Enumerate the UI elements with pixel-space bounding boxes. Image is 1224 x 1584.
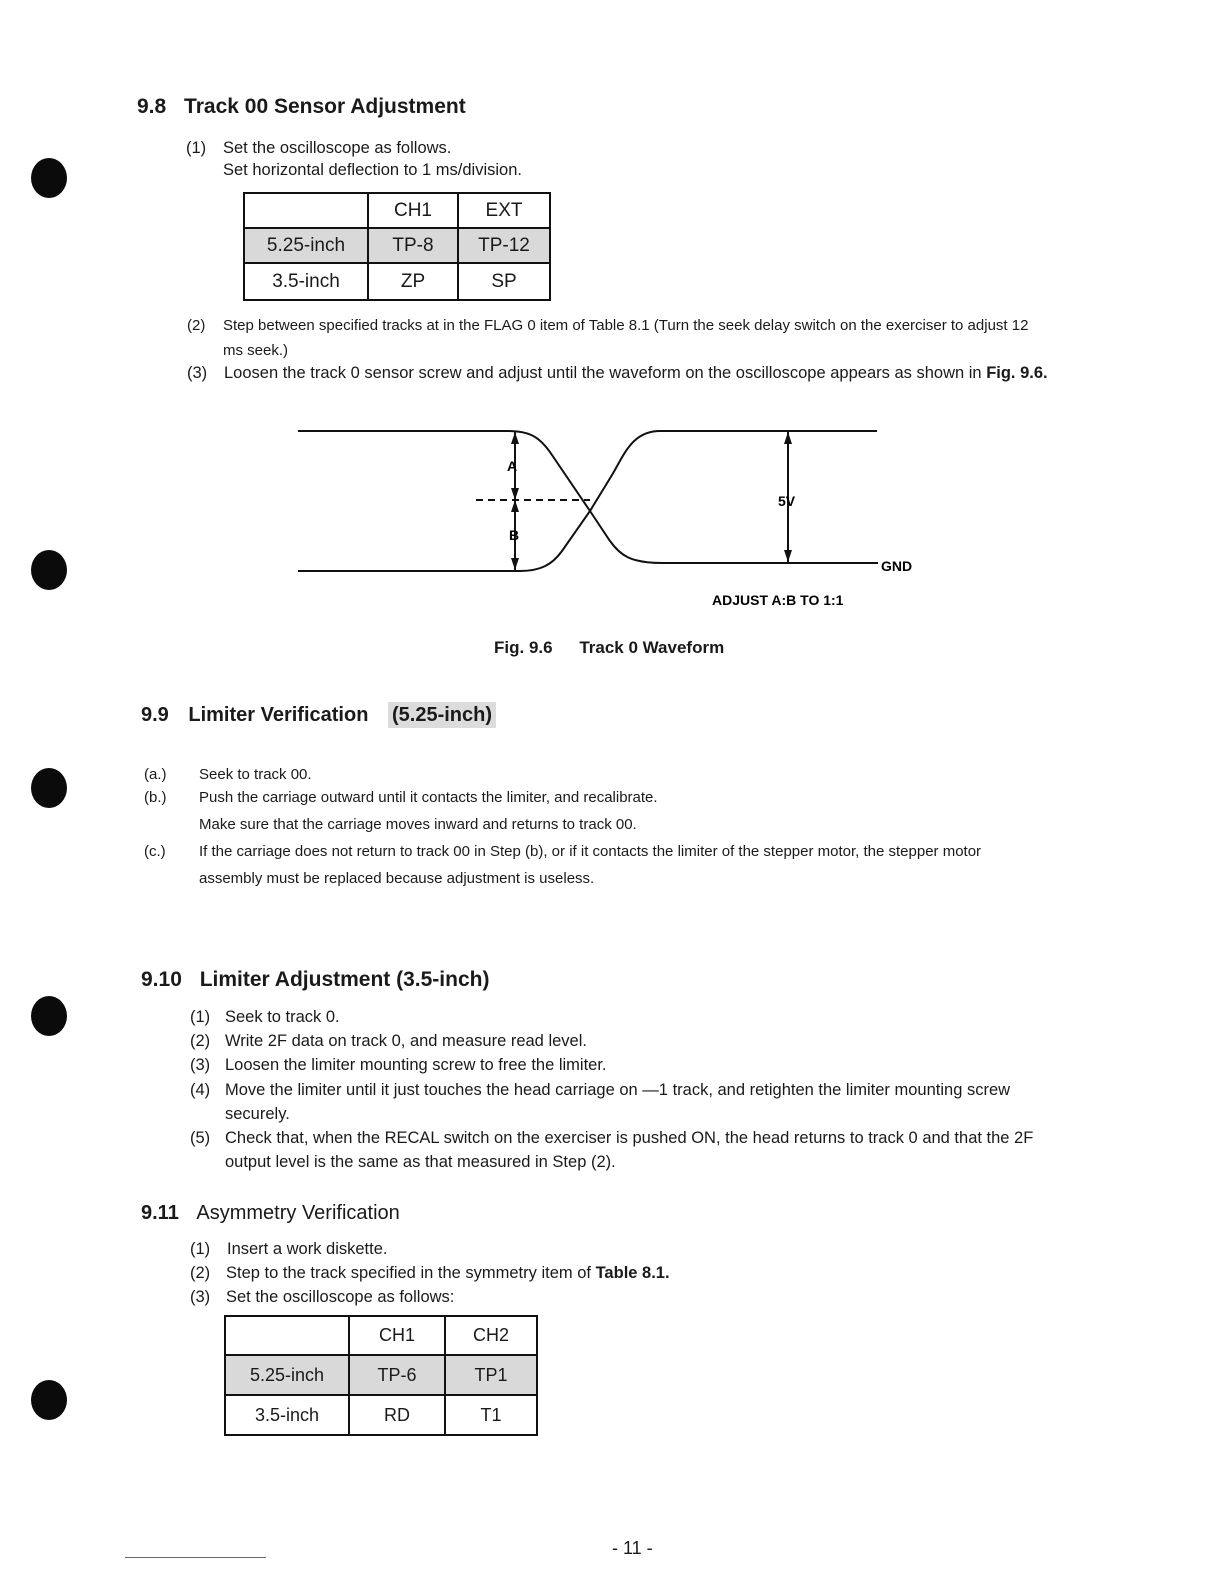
item-text: If the carriage does not return to track 00 in Step (b), or if it contacts the limiter of the stepper motor, the stepper motor: [199, 843, 982, 860]
binder-hole: [31, 996, 67, 1036]
step-text: Seek to track 0.: [225, 1008, 340, 1026]
table-cell: ZP: [368, 263, 458, 300]
figure-reference: Fig. 9.6.: [986, 364, 1048, 382]
binder-hole: [31, 550, 67, 590]
step-number: (1): [190, 1008, 211, 1026]
step-number: (1): [186, 139, 207, 157]
table-cell: TP1: [445, 1355, 537, 1395]
table-cell: TP-6: [349, 1355, 445, 1395]
label-gnd: GND: [881, 558, 913, 574]
step-item: [187, 364, 1048, 383]
table-cell: EXT: [458, 193, 550, 228]
item-label: (b.): [144, 789, 167, 806]
step-item: [190, 1129, 1034, 1148]
arrow-up-icon: [511, 432, 519, 444]
section-9-11-heading: [141, 1202, 400, 1225]
step-number: (5): [190, 1129, 211, 1147]
section-title: Track 00 Sensor Adjustment: [184, 95, 466, 118]
size-badge: (5.25-inch): [388, 702, 496, 728]
label-a: A: [507, 458, 518, 474]
item-label: (a.): [144, 766, 167, 783]
binder-hole: [31, 158, 67, 198]
step-number: (3): [190, 1288, 211, 1306]
section-number: 9.9: [141, 704, 169, 726]
step-number: (2): [190, 1264, 211, 1282]
step-text: Set horizontal deflection to 1 ms/division.: [223, 161, 522, 179]
step-text: Set the oscilloscope as follows.: [223, 139, 452, 157]
table-cell: RD: [349, 1395, 445, 1435]
table-row: [244, 263, 550, 300]
table-cell: T1: [445, 1395, 537, 1435]
step-number: (3): [190, 1056, 211, 1074]
adjust-note: ADJUST A:B TO 1:1: [712, 592, 844, 608]
oscilloscope-table: [224, 1315, 538, 1436]
item-text: Make sure that the carriage moves inward and returns to track 00.: [199, 816, 637, 833]
track-0-waveform-diagram: [290, 415, 940, 615]
step-text: ms seek.): [223, 342, 289, 359]
footer-rule: [125, 1557, 266, 1558]
step-item: [190, 1288, 455, 1307]
step-text-body: Step to the track specified in the symmetry item of: [226, 1264, 591, 1282]
step-item: [187, 317, 1029, 334]
table-reference: Table 8.1.: [595, 1264, 670, 1282]
step-text: securely.: [225, 1105, 290, 1123]
table-cell: TP-8: [368, 228, 458, 263]
figure-title: Track 0 Waveform: [579, 638, 725, 657]
step-item: [190, 1081, 1011, 1100]
label-b: B: [509, 527, 520, 543]
arrow-down-icon: [511, 558, 519, 570]
table-cell: [225, 1316, 349, 1355]
table-row: [225, 1355, 537, 1395]
step-item: [190, 1264, 670, 1283]
item-text: assembly must be replaced because adjustment is useless.: [199, 870, 595, 887]
table-row: [225, 1395, 537, 1435]
table-cell: CH1: [368, 193, 458, 228]
section-9-9-heading: [141, 704, 496, 727]
arrow-down-icon: [511, 488, 519, 500]
binder-hole: [31, 1380, 67, 1420]
label-5v: 5V: [778, 493, 796, 509]
step-number: (3): [187, 364, 208, 382]
list-item: [144, 766, 312, 783]
item-text: Seek to track 00.: [199, 766, 312, 783]
section-9-8-heading: [137, 95, 466, 119]
step-text: Insert a work diskette.: [227, 1240, 388, 1258]
figure-number: Fig. 9.6: [494, 638, 553, 657]
step-text: Check that, when the RECAL switch on the exerciser is pushed ON, the head returns to track 0 and that the 2F: [225, 1129, 1034, 1147]
step-item: [186, 139, 452, 158]
section-title: Limiter Verification: [188, 704, 369, 726]
step-text: Write 2F data on track 0, and measure read level.: [225, 1032, 587, 1050]
oscilloscope-table: [243, 192, 551, 301]
step-number: (4): [190, 1081, 211, 1099]
list-item: [144, 789, 658, 806]
figure-caption: [494, 638, 724, 658]
binder-hole: [31, 768, 67, 808]
section-number: 9.8: [137, 95, 167, 118]
table-cell: 3.5-inch: [225, 1395, 349, 1435]
table-row: [244, 228, 550, 263]
arrow-up-icon: [511, 500, 519, 512]
step-item: [190, 1240, 388, 1259]
section-9-10-heading: [141, 968, 489, 992]
item-label: (c.): [144, 843, 166, 860]
section-number: 9.10: [141, 968, 182, 991]
table-cell: [244, 193, 368, 228]
table-cell: CH1: [349, 1316, 445, 1355]
section-number: 9.11: [141, 1202, 179, 1224]
step-text: [224, 364, 1048, 383]
table-cell: 3.5-inch: [244, 263, 368, 300]
arrow-down-icon: [784, 550, 792, 562]
step-text: Loosen the limiter mounting screw to free the limiter.: [225, 1056, 607, 1074]
step-number: (1): [190, 1240, 211, 1258]
table-cell: TP-12: [458, 228, 550, 263]
step-item: [190, 1008, 340, 1027]
arrow-up-icon: [784, 432, 792, 444]
step-text: [226, 1264, 670, 1283]
list-item: [144, 843, 982, 860]
step-text: Step between specified tracks at in the FLAG 0 item of Table 8.1 (Turn the seek delay switch on the exerciser to adjust 12: [223, 317, 1029, 334]
step-number: (2): [187, 317, 206, 334]
step-text: Set the oscilloscope as follows:: [226, 1288, 455, 1306]
table-cell: CH2: [445, 1316, 537, 1355]
section-title: Limiter Adjustment (3.5-inch): [199, 968, 490, 991]
step-text: Move the limiter until it just touches the head carriage on —1 track, and retighten the limiter mounting screw: [225, 1081, 1011, 1099]
item-text: Push the carriage outward until it contacts the limiter, and recalibrate.: [199, 789, 658, 806]
step-item: [190, 1032, 587, 1051]
step-text: output level is the same as that measured in Step (2).: [225, 1153, 616, 1171]
page-number: - 11 -: [612, 1538, 653, 1558]
table-cell: SP: [458, 263, 550, 300]
table-cell: 5.25-inch: [225, 1355, 349, 1395]
step-item: [190, 1056, 607, 1075]
table-cell: 5.25-inch: [244, 228, 368, 263]
section-title: Asymmetry Verification: [196, 1202, 400, 1224]
step-number: (2): [190, 1032, 211, 1050]
step-text-body: Loosen the track 0 sensor screw and adjust until the waveform on the oscilloscope appears as shown in: [224, 364, 982, 382]
